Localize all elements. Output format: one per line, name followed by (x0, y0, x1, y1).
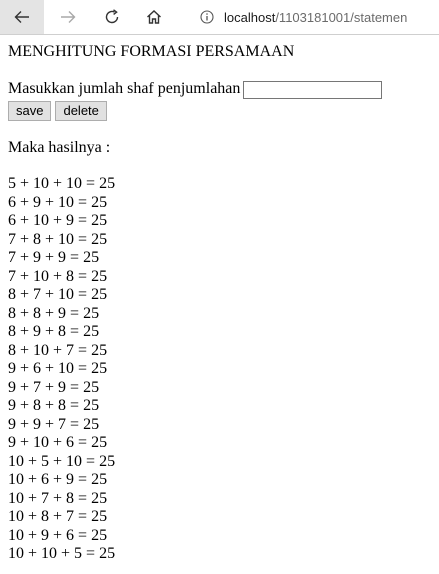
result-line: 10 + 8 + 7 = 25 (8, 508, 108, 525)
result-line: 10 + 9 + 6 = 25 (8, 526, 108, 544)
input-label: Masukkan jumlah shaf penjumlahan (8, 80, 241, 98)
result-line: 6 + 9 + 10 = 25 (8, 193, 108, 211)
arrow-left-icon (13, 8, 31, 26)
result-line: 9 + 10 + 6 = 25 (8, 434, 108, 451)
delete-button[interactable]: delete (55, 101, 106, 121)
refresh-icon (103, 8, 121, 26)
refresh-button[interactable] (92, 0, 132, 34)
result-line: 9 + 7 + 9 = 25 (8, 378, 100, 396)
result-line: 5 + 10 + 10 = 25 (8, 175, 116, 192)
input-row (8, 80, 431, 100)
home-icon (145, 8, 163, 26)
address-bar[interactable] (200, 0, 439, 34)
result-line: 7 + 10 + 8 = 25 (8, 267, 108, 285)
shaf-count-input[interactable] (243, 81, 382, 99)
save-button[interactable]: save (8, 101, 51, 121)
result-line: 8 + 7 + 10 = 25 (8, 286, 108, 303)
result-line: 10 + 7 + 8 = 25 (8, 489, 108, 507)
result-line: 10 + 5 + 10 = 25 (8, 452, 116, 470)
result-line: 9 + 8 + 8 = 25 (8, 397, 100, 414)
page-title: MENGHITUNG FORMASI PERSAMAAN (8, 43, 295, 60)
result-line: 8 + 9 + 8 = 25 (8, 323, 100, 340)
result-line: 10 + 10 + 5 = 25 (8, 545, 116, 562)
back-button[interactable] (0, 0, 44, 34)
results-list (8, 175, 431, 564)
result-line: 6 + 10 + 9 = 25 (8, 212, 108, 229)
result-line: 9 + 6 + 10 = 25 (8, 360, 108, 377)
url-path: /1103181001/statemen (275, 9, 408, 25)
result-line: 8 + 8 + 9 = 25 (8, 304, 100, 322)
result-line: 7 + 9 + 9 = 25 (8, 249, 100, 266)
arrow-right-icon (59, 8, 77, 26)
home-button[interactable] (136, 0, 172, 34)
info-icon[interactable] (200, 10, 214, 24)
result-line: 8 + 10 + 7 = 25 (8, 341, 108, 359)
result-line: 9 + 9 + 7 = 25 (8, 415, 100, 433)
page-content (0, 35, 439, 564)
browser-toolbar (0, 0, 439, 35)
result-line: 10 + 6 + 9 = 25 (8, 471, 108, 488)
url-host: localhost (224, 9, 276, 25)
result-label: Maka hasilnya : (8, 138, 111, 156)
result-line: 7 + 8 + 10 = 25 (8, 230, 108, 248)
button-row (8, 101, 431, 121)
forward-button[interactable] (46, 0, 90, 34)
